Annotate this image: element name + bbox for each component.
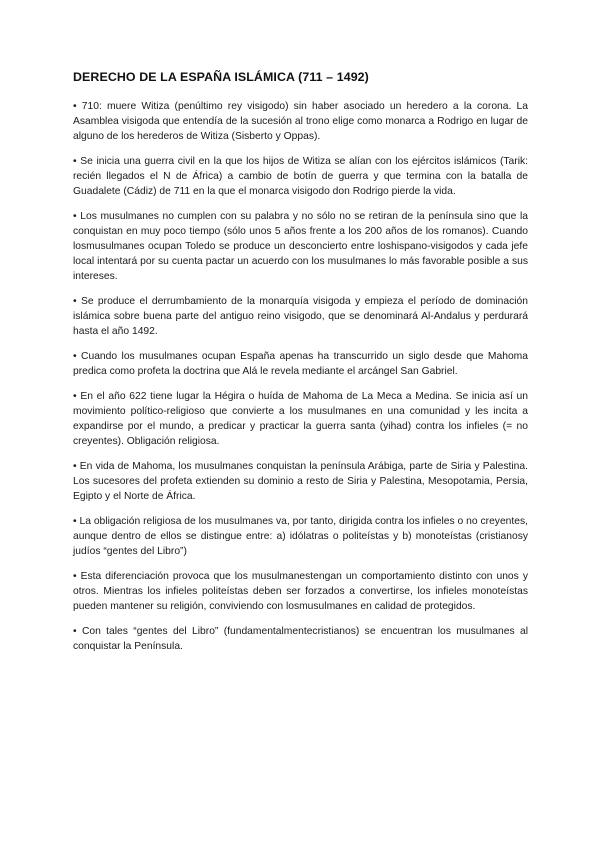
- paragraph-religious-obligation: • La obligación religiosa de los musulmanes va, por tanto, dirigida contra los infieles o no creyentes, aunque dentro de ellos se distingue entre: a) idólatras o politeístas y b) monoteístas (cristianosy judíos “gentes del Libro”): [73, 516, 528, 557]
- paragraph-mahoma: • Cuando los musulmanes ocupan España apenas ha transcurrido un siglo desde que Mahoma predica como profeta la doctrina que Alá le revela mediante el arcángel San Gabriel.: [73, 351, 528, 377]
- document-page: [73, 70, 528, 664]
- paragraph-civil-war: • Se inicia una guerra civil en la que los hijos de Witiza se alían con los ejércitos islámicos (Tarik: recién llegados el N de África) a cambio de botín de guerra y que termina con la batalla de Guadalete (Cádiz) de 711 en la que el monarca visigodo don Rodrigo pierde la vida.: [73, 156, 528, 197]
- paragraph-al-andalus: • Se produce el derrumbamiento de la monarquía visigoda y empieza el período de dominación islámica sobre buena parte del antiguo reino visigodo, que se denominará Al-Andalus y perdurará hasta el año 1492.: [73, 296, 528, 337]
- paragraph-conquest: • Los musulmanes no cumplen con su palabra y no sólo no se retiran de la península sino que la conquistan en muy poco tiempo (sólo unos 5 años frente a los 200 años de los romanos). Cuando losmusulmanes ocupan Toledo se produce un desconcierto entre loshispano-visigodos y cada jefe local intentará por su cuenta pactar un acuerdo con los musulmanes lo más favorable posible a sus intereses.: [73, 211, 528, 282]
- paragraph-differentiation: • Esta diferenciación provoca que los musulmanestengan un comportamiento distinto con unos y otros. Mientras los infieles politeístas deben ser forzados a convertirse, los infieles monoteístas pueden mantener su religión, conviviendo con losmusulmanes en calidad de protegidos.: [73, 571, 528, 612]
- document-title: DERECHO DE LA ESPAÑA ISLÁMICA (711 – 1492): [73, 70, 369, 84]
- paragraph-witiza-death: • 710: muere Witiza (penúltimo rey visigodo) sin haber asociado un heredero a la corona. La Asamblea visigoda que entendía de la sucesión al trono elige como monarca a Rodrigo en lugar de alguno de los herederos de Witiza (Sisberto y Oppas).: [73, 101, 528, 142]
- paragraph-expansion: • En vida de Mahoma, los musulmanes conquistan la península Arábiga, parte de Siria y Palestina. Los sucesores del profeta extienden su dominio a resto de Siria y Palestina, Mesopotamia, Persia, Egipto y el Norte de África.: [73, 461, 528, 502]
- paragraph-hegira: • En el año 622 tiene lugar la Hégira o huída de Mahoma de La Meca a Medina. Se inicia así un movimiento político-religioso que convierte a los musulmanes en una comunidad y les incita a expandirse por el mundo, a predicar y practicar la guerra santa (yihad) contra los infieles (= no creyentes). Obligación religiosa.: [73, 391, 528, 447]
- paragraph-people-of-book: • Con tales “gentes del Libro” (fundamentalmentecristianos) se encuentran los musulmanes al conquistar la Península.: [73, 626, 528, 652]
